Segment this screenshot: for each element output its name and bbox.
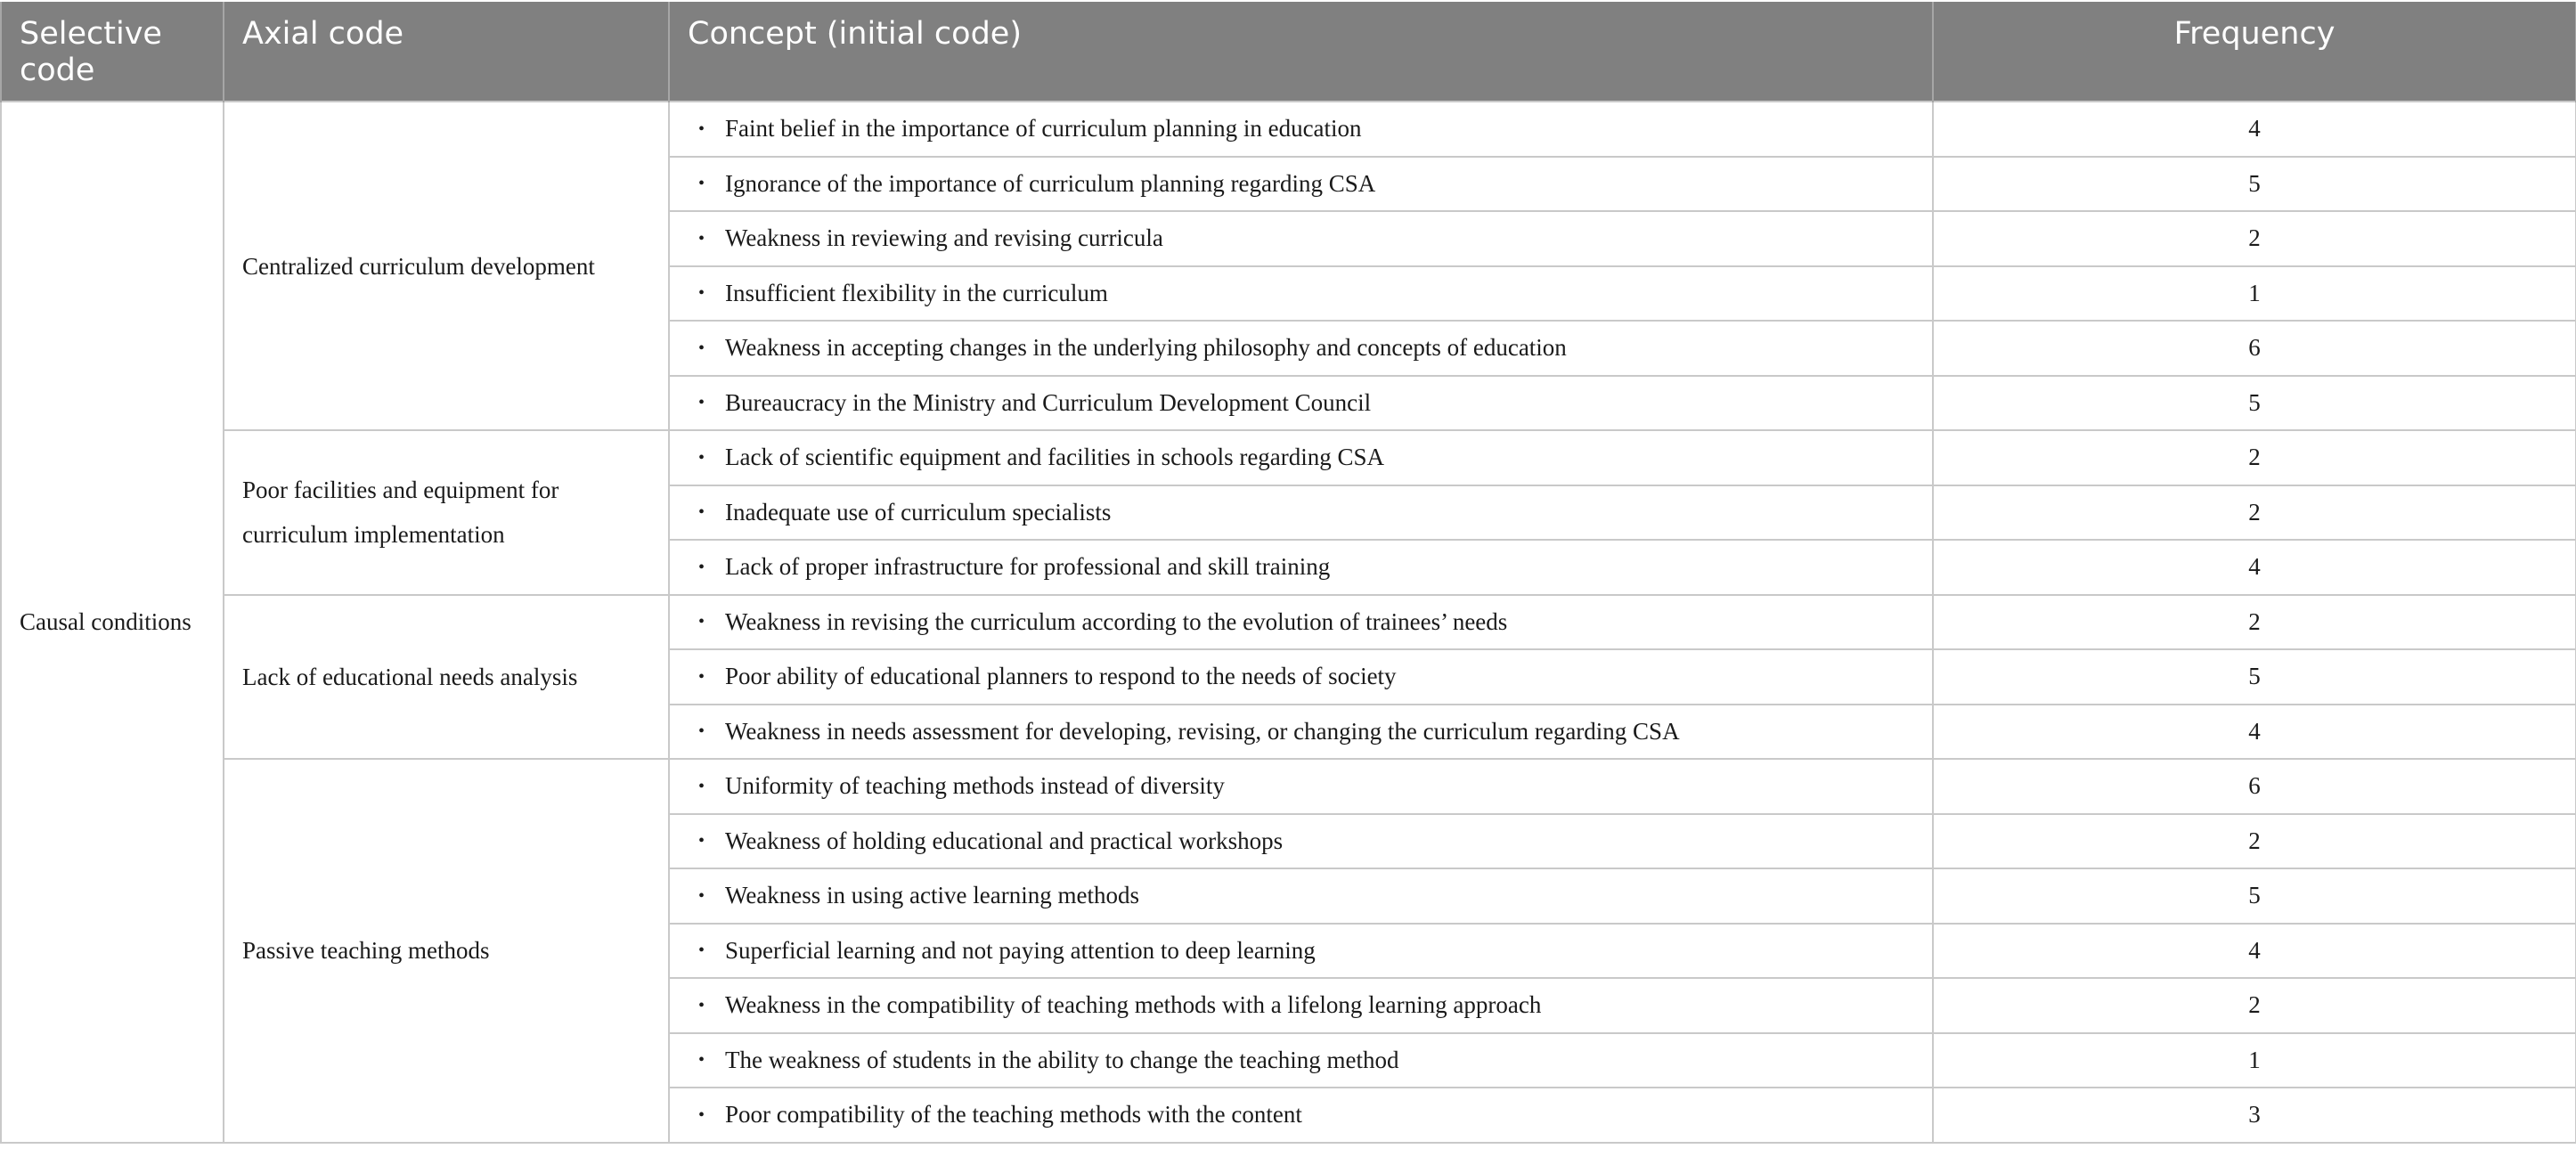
concept-text: Weakness of holding educational and practical workshops	[725, 827, 1284, 854]
axial-code-cell: Centralized curriculum development	[224, 102, 669, 430]
bullet-icon: •	[698, 447, 705, 468]
concept-cell	[669, 595, 1933, 650]
concept-cell	[669, 157, 1933, 212]
concept-cell	[669, 540, 1933, 595]
concept-text: Weakness in using active learning methods	[725, 882, 1139, 909]
bullet-icon: •	[698, 283, 705, 304]
bullet-icon: •	[698, 502, 705, 523]
frequency-cell: 3	[1933, 1088, 2576, 1143]
frequency-cell: 2	[1933, 485, 2576, 541]
bullet-icon: •	[698, 393, 705, 413]
bullet-icon: •	[698, 995, 705, 1015]
concept-cell	[669, 978, 1933, 1033]
concept-cell	[669, 868, 1933, 924]
concept-text: The weakness of students in the ability to change the teaching method	[725, 1046, 1399, 1073]
concept-cell	[669, 211, 1933, 266]
frequency-cell: 4	[1933, 102, 2576, 157]
table-row	[1, 430, 2576, 485]
bullet-icon: •	[698, 338, 705, 358]
concept-cell	[669, 102, 1933, 157]
header-frequency: Frequency	[1933, 2, 2576, 102]
header-concept: Concept (initial code)	[669, 2, 1933, 102]
frequency-cell: 2	[1933, 595, 2576, 650]
concept-text: Superficial learning and not paying attention to deep learning	[725, 936, 1316, 964]
bullet-icon: •	[698, 1104, 705, 1125]
frequency-cell: 5	[1933, 157, 2576, 212]
header-selective-code: Selective code	[1, 2, 224, 102]
bullet-icon: •	[698, 721, 705, 742]
frequency-cell: 5	[1933, 868, 2576, 924]
bullet-icon: •	[698, 557, 705, 577]
concept-cell	[669, 321, 1933, 376]
concept-text: Lack of scientific equipment and facilities in schools regarding CSA	[725, 444, 1385, 471]
concept-text: Poor ability of educational planners to respond to the needs of society	[725, 663, 1397, 690]
table-row	[1, 595, 2576, 650]
concept-cell	[669, 924, 1933, 979]
header-axial-code: Axial code	[224, 2, 669, 102]
concept-text: Inadequate use of curriculum specialists	[725, 498, 1112, 526]
frequency-cell: 2	[1933, 814, 2576, 869]
concept-cell	[669, 266, 1933, 322]
concept-text: Weakness in the compatibility of teaching methods with a lifelong learning approach	[725, 991, 1542, 1019]
concept-cell	[669, 759, 1933, 814]
table-header	[1, 2, 2576, 102]
concept-text: Uniformity of teaching methods instead of diversity	[725, 772, 1225, 800]
frequency-cell: 1	[1933, 266, 2576, 322]
concept-text: Weakness in revising the curriculum according to the evolution of trainees’ needs	[725, 607, 1508, 635]
bullet-icon: •	[698, 228, 705, 249]
concept-cell	[669, 1088, 1933, 1143]
concept-text: Lack of proper infrastructure for professional and skill training	[725, 553, 1331, 581]
bullet-icon: •	[698, 612, 705, 632]
bullet-icon: •	[698, 776, 705, 796]
frequency-cell: 4	[1933, 924, 2576, 979]
frequency-cell: 5	[1933, 649, 2576, 705]
frequency-cell: 4	[1933, 705, 2576, 760]
frequency-cell: 6	[1933, 759, 2576, 814]
bullet-icon: •	[698, 885, 705, 906]
concept-text: Insufficient flexibility in the curriculum	[725, 279, 1108, 306]
frequency-cell: 5	[1933, 376, 2576, 431]
concept-text: Ignorance of the importance of curriculum planning regarding CSA	[725, 169, 1376, 197]
concept-text: Weakness in reviewing and revising curricula	[725, 224, 1163, 252]
table-row	[1, 759, 2576, 814]
concept-text: Bureaucracy in the Ministry and Curriculum Development Council	[725, 388, 1372, 416]
table-body	[1, 102, 2576, 1143]
bullet-icon: •	[698, 831, 705, 851]
selective-code-cell: Causal conditions	[1, 102, 224, 1143]
frequency-cell: 2	[1933, 978, 2576, 1033]
concept-text: Weakness in needs assessment for developing, revising, or changing the curriculum regarding CSA	[725, 717, 1680, 745]
frequency-cell: 2	[1933, 211, 2576, 266]
concept-cell	[669, 430, 1933, 485]
bullet-icon: •	[698, 118, 705, 139]
bullet-icon: •	[698, 174, 705, 194]
concept-cell	[669, 1033, 1933, 1088]
coding-table	[0, 2, 2576, 1144]
concept-text: Weakness in accepting changes in the underlying philosophy and concepts of education	[725, 334, 1567, 362]
concept-cell	[669, 814, 1933, 869]
frequency-cell: 6	[1933, 321, 2576, 376]
axial-code-cell: Passive teaching methods	[224, 759, 669, 1143]
concept-cell	[669, 485, 1933, 541]
concept-text: Faint belief in the importance of curriculum planning in education	[725, 115, 1362, 143]
axial-code-cell: Lack of educational needs analysis	[224, 595, 669, 760]
axial-code-cell: Poor facilities and equipment for curriculum implementation	[224, 430, 669, 595]
table-row	[1, 102, 2576, 157]
frequency-cell: 1	[1933, 1033, 2576, 1088]
header-row	[1, 2, 2576, 102]
frequency-cell: 2	[1933, 430, 2576, 485]
concept-cell	[669, 649, 1933, 705]
bullet-icon: •	[698, 666, 705, 687]
concept-cell	[669, 705, 1933, 760]
concept-cell	[669, 376, 1933, 431]
bullet-icon: •	[698, 1050, 705, 1071]
bullet-icon: •	[698, 941, 705, 961]
frequency-cell: 4	[1933, 540, 2576, 595]
concept-text: Poor compatibility of the teaching methods with the content	[725, 1101, 1302, 1128]
